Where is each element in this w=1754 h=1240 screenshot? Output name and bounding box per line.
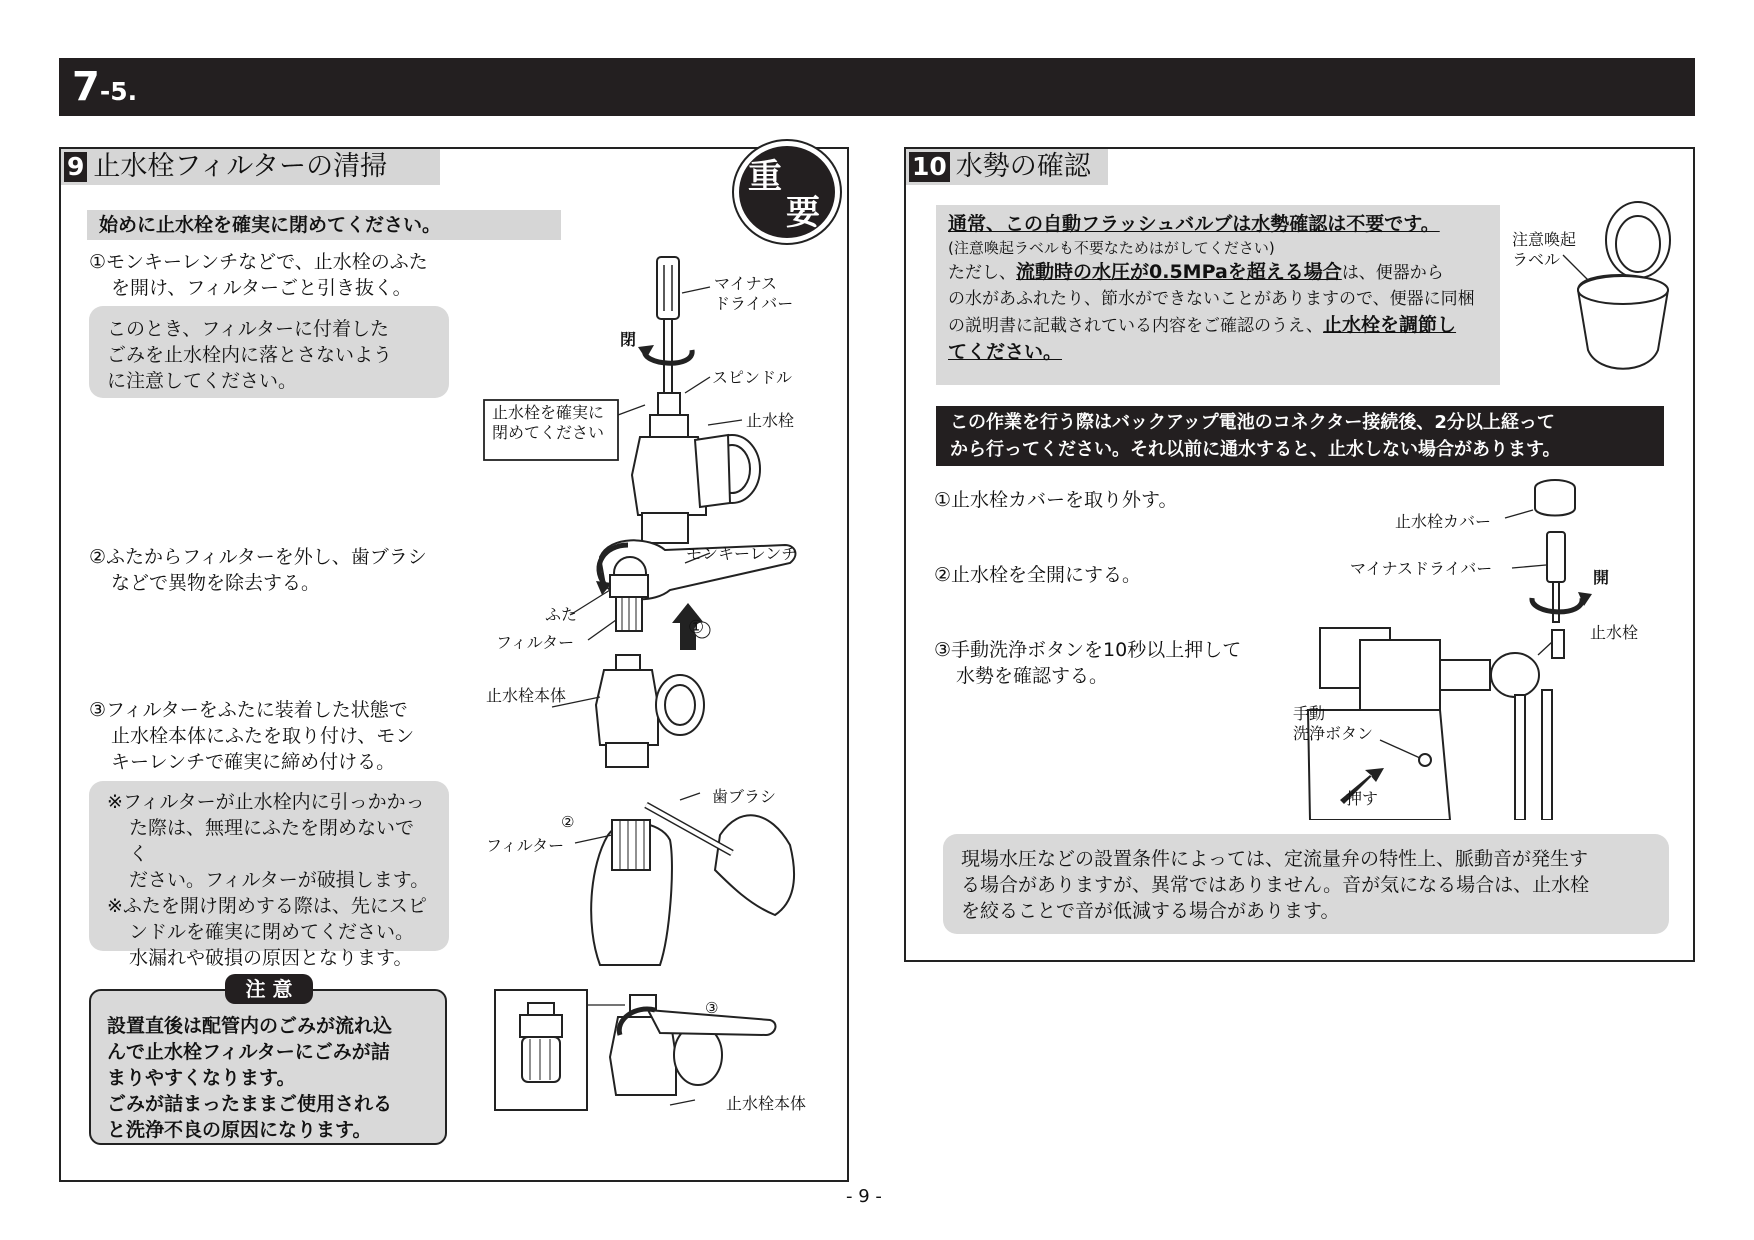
label-stopcock-right: 止水栓 [1590, 623, 1639, 642]
stopcock-body-icon [596, 655, 704, 767]
info-box: 通常、この自動フラッシュバルブは水勢確認は不要です。 (注意喚起ラベルも不要なためはがしてください) ただし、流動時の水圧が0.5MPaを超える場合は、便器から の水があふれたり、節水ができないことがありますので、便器に同梱 の説明書に記載されている内容をご確認のうえ、止水栓を調節し てください。 [936, 205, 1500, 385]
stopcock-icon [632, 393, 760, 543]
section-number: 7-5. [72, 64, 138, 110]
filter-icon [616, 597, 642, 631]
label-push: 押す [1346, 789, 1379, 808]
section-number-badge: 10 [909, 152, 950, 182]
label-lid: ふた [545, 605, 578, 624]
label-filter: フィルター [496, 633, 575, 652]
step-1-right: ①止水栓カバーを取り外す。 [934, 489, 1178, 511]
caution-box: 設置直後は配管内のごみが流れ込 んで止水栓フィルターにごみが詰 まりやすくなります。 ごみが詰まったままご使用される と洗浄不良の原因になります。 [89, 989, 447, 1145]
screwdriver-icon [1547, 532, 1565, 622]
note-box-1: このとき、フィルターに付着した ごみを止水栓内に落とさないよう に注意してください。 [89, 306, 449, 398]
section-number-badge: 9 [64, 152, 87, 182]
label-step-1-marker: ① [688, 617, 705, 638]
note-box-2: ※フィルターが止水栓内に引っかかっ た際は、無理にふたを閉めないでく ださい。フィルターが破損します。 ※ふたを開け閉めする際は、先にスピ ンドルを確実に閉めてください。 水漏れや破損の原因となります。 [89, 781, 449, 951]
label-close-firmly: 止水栓を確実に 閉めてください [492, 403, 605, 442]
label-wrench: モンキーレンチ [686, 544, 798, 563]
label-stopcock-body-2: 止水栓本体 [726, 1094, 807, 1113]
label-screwdriver-right: マイナスドライバー [1350, 559, 1493, 578]
section-9-title [61, 149, 440, 185]
section-header-bar [59, 58, 1695, 116]
step-3: ③フィルターをふたに装着した状態で 止水栓本体にふたを取り付け、モン キーレンチで確実に締め付ける。 [89, 699, 415, 773]
label-open: 開 [1593, 568, 1610, 587]
section-title-text: 止水栓フィルターの清掃 [93, 151, 388, 182]
label-stopcock-cover: 止水栓カバー [1395, 512, 1492, 531]
screwdriver-icon [657, 257, 679, 394]
warning-bar: この作業を行う際はバックアップ電池のコネクター接続後、2分以上経って から行ってください。それ以前に通水すると、止水しない場合があります。 [936, 406, 1664, 466]
toilet-icon [1508, 200, 1698, 390]
label-spindle: スピンドル [712, 368, 793, 387]
note-box-right: 現場水圧などの設置条件によっては、定流量弁の特性上、脈動音が発生す る場合がありますが、異常ではありません。音が気になる場合は、止水栓 を絞ることで音が低減する場合があります。 [943, 834, 1669, 934]
step-3-right: ③手動洗浄ボタンを10秒以上押して 水勢を確認する。 [934, 639, 1242, 687]
caution-tag: 注 意 [225, 974, 313, 1004]
label-caution-sticker: 注意喚起 ラベル [1512, 230, 1577, 269]
important-badge: 重 要 [730, 135, 848, 247]
cap-filter-icon [520, 1003, 562, 1082]
label-close: 閉 [620, 330, 637, 349]
page-number: - 9 - [846, 1186, 882, 1207]
label-screwdriver: マイナス ドライバー [714, 274, 794, 313]
section-10-title [906, 149, 1108, 185]
step-2-right: ②止水栓を全開にする。 [934, 564, 1142, 586]
stopcock-cover-icon [1535, 480, 1575, 516]
label-filter-2: フィルター [486, 836, 565, 855]
intro-instruction: 始めに止水栓を確実に閉めてください。 [87, 210, 561, 240]
label-flush-button: 手動 洗浄ボタン [1293, 704, 1374, 743]
label-stopcock-body: 止水栓本体 [486, 686, 567, 705]
label-stopcock: 止水栓 [746, 411, 795, 430]
step-1: ①モンキーレンチなどで、止水栓のふた を開け、フィルターごと引き抜く。 [89, 251, 428, 299]
label-step-3-marker: ③ [705, 999, 719, 1017]
step-2: ②ふたからフィルターを外し、歯ブラシ などで異物を除去する。 [89, 546, 427, 594]
section-title-text: 水勢の確認 [955, 151, 1091, 182]
label-toothbrush: 歯ブラシ [712, 787, 777, 806]
label-step-2-marker: ② [561, 813, 575, 831]
